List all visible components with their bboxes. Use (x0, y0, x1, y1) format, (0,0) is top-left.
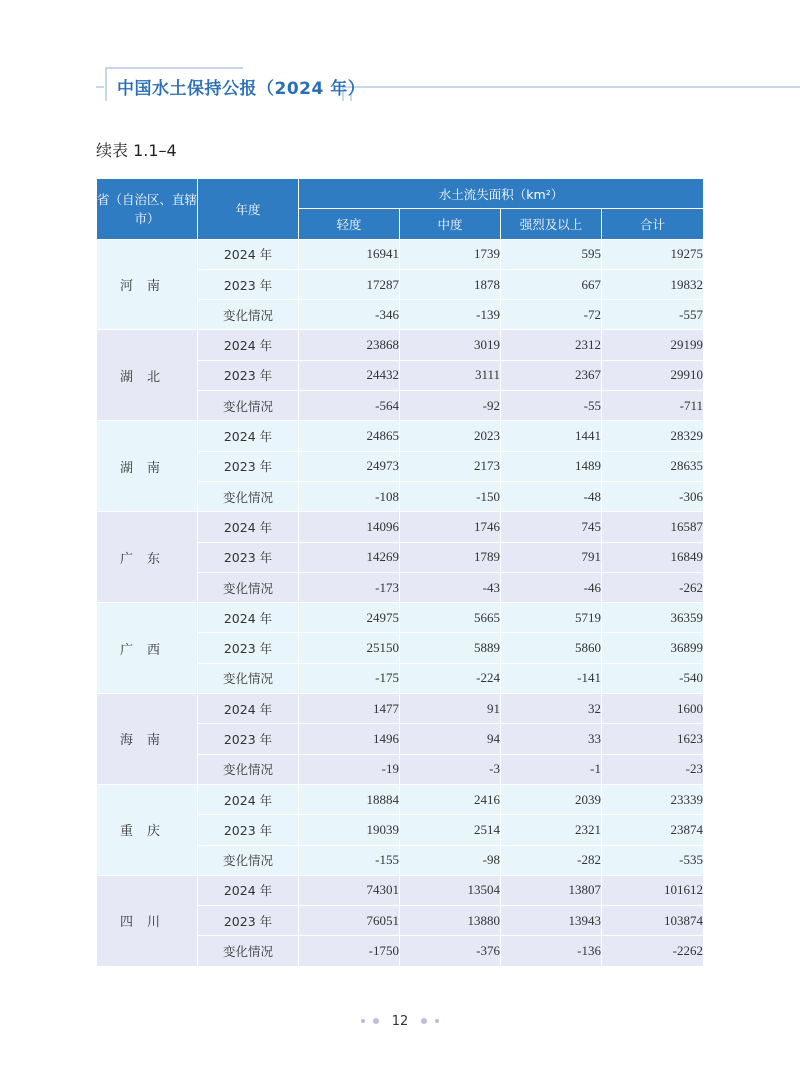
row-label: 变化情况 (198, 845, 299, 875)
cell-moderate: 1739 (400, 239, 501, 269)
cell-light: 24865 (299, 421, 400, 451)
cell-moderate: 1878 (400, 269, 501, 299)
cell-light: 1496 (299, 724, 400, 754)
cell-severe: -282 (501, 845, 602, 875)
header-severe: 强烈及以上 (501, 209, 602, 239)
cell-light: 25150 (299, 633, 400, 663)
cell-severe: -1 (501, 754, 602, 784)
row-label: 2023 年 (198, 360, 299, 390)
cell-total: -557 (602, 300, 704, 330)
cell-total: 28635 (602, 451, 704, 481)
cell-light: -346 (299, 300, 400, 330)
cell-total: 16849 (602, 542, 704, 572)
cell-total: 1600 (602, 694, 704, 724)
cell-total: -711 (602, 391, 704, 421)
row-label: 变化情况 (198, 572, 299, 602)
cell-moderate: -376 (400, 936, 501, 966)
cell-severe: 667 (501, 269, 602, 299)
cell-light: 76051 (299, 906, 400, 936)
table-row (97, 239, 704, 269)
cell-moderate: 3111 (400, 360, 501, 390)
cell-severe: 1441 (501, 421, 602, 451)
cell-moderate: -3 (400, 754, 501, 784)
row-label: 2024 年 (198, 421, 299, 451)
cell-total: 36899 (602, 633, 704, 663)
cell-moderate: -150 (400, 481, 501, 511)
table-body (97, 239, 704, 966)
cell-light: 1477 (299, 694, 400, 724)
cell-light: 23868 (299, 330, 400, 360)
cell-light: 24432 (299, 360, 400, 390)
cell-light: 14269 (299, 542, 400, 572)
cell-severe: 745 (501, 512, 602, 542)
cell-moderate: 5665 (400, 603, 501, 633)
header-region: 省（自治区、直辖市） (97, 179, 198, 240)
cell-moderate: -92 (400, 391, 501, 421)
row-label: 2024 年 (198, 512, 299, 542)
cell-severe: -48 (501, 481, 602, 511)
cell-severe: 33 (501, 724, 602, 754)
cell-light: -1750 (299, 936, 400, 966)
province-name: 四川 (97, 875, 198, 966)
table-row (97, 330, 704, 360)
cell-total: 19275 (602, 239, 704, 269)
table-row (97, 421, 704, 451)
cell-light: 74301 (299, 875, 400, 905)
cell-moderate: 13880 (400, 906, 501, 936)
cell-severe: 2367 (501, 360, 602, 390)
province-name: 河南 (97, 239, 198, 330)
header-erosion-area: 水土流失面积（km²） (299, 179, 704, 209)
row-label: 2023 年 (198, 815, 299, 845)
cell-light: 19039 (299, 815, 400, 845)
cell-total: -535 (602, 845, 704, 875)
cell-severe: 791 (501, 542, 602, 572)
row-label: 2023 年 (198, 724, 299, 754)
row-label: 2024 年 (198, 330, 299, 360)
cell-light: 14096 (299, 512, 400, 542)
footer-dot-icon (435, 1019, 439, 1023)
cell-light: 24975 (299, 603, 400, 633)
row-label: 变化情况 (198, 754, 299, 784)
cell-severe: 5719 (501, 603, 602, 633)
row-label: 2023 年 (198, 542, 299, 572)
table-row (97, 784, 704, 814)
bulletin-title: 中国水土保持公报（2024 年） (117, 79, 366, 99)
table-caption: 续表 1.1–4 (96, 141, 177, 160)
row-label: 2023 年 (198, 633, 299, 663)
cell-light: -108 (299, 481, 400, 511)
row-label: 变化情况 (198, 663, 299, 693)
row-label: 2023 年 (198, 906, 299, 936)
cell-severe: 1489 (501, 451, 602, 481)
cell-light: -155 (299, 845, 400, 875)
row-label: 2024 年 (198, 239, 299, 269)
row-label: 变化情况 (198, 300, 299, 330)
cell-moderate: -98 (400, 845, 501, 875)
cell-total: 103874 (602, 906, 704, 936)
cell-severe: -136 (501, 936, 602, 966)
row-label: 2023 年 (198, 451, 299, 481)
cell-severe: 2312 (501, 330, 602, 360)
page-header (0, 0, 800, 110)
cell-severe: 2039 (501, 784, 602, 814)
cell-total: 19832 (602, 269, 704, 299)
cell-severe: 5860 (501, 633, 602, 663)
cell-moderate: -43 (400, 572, 501, 602)
page-footer (0, 1010, 800, 1029)
cell-total: 1623 (602, 724, 704, 754)
header-total: 合计 (602, 209, 704, 239)
cell-total: 23339 (602, 784, 704, 814)
cell-severe: -55 (501, 391, 602, 421)
cell-moderate: 2173 (400, 451, 501, 481)
row-label: 2024 年 (198, 694, 299, 724)
cell-total: -540 (602, 663, 704, 693)
cell-total: -306 (602, 481, 704, 511)
cell-total: 29199 (602, 330, 704, 360)
cell-light: -175 (299, 663, 400, 693)
cell-light: 16941 (299, 239, 400, 269)
row-label: 变化情况 (198, 481, 299, 511)
row-label: 变化情况 (198, 391, 299, 421)
row-label: 2024 年 (198, 603, 299, 633)
cell-total: -23 (602, 754, 704, 784)
cell-total: 101612 (602, 875, 704, 905)
footer-dot-icon (373, 1018, 379, 1024)
cell-severe: -72 (501, 300, 602, 330)
cell-moderate: 2023 (400, 421, 501, 451)
province-name: 海南 (97, 694, 198, 785)
footer-dot-icon (361, 1019, 365, 1023)
cell-moderate: 1746 (400, 512, 501, 542)
province-name: 湖北 (97, 330, 198, 421)
cell-total: 29910 (602, 360, 704, 390)
row-label: 2024 年 (198, 875, 299, 905)
cell-total: -262 (602, 572, 704, 602)
cell-total: -2262 (602, 936, 704, 966)
cell-severe: 2321 (501, 815, 602, 845)
table-row (97, 694, 704, 724)
cell-light: -19 (299, 754, 400, 784)
cell-total: 23874 (602, 815, 704, 845)
cell-light: -173 (299, 572, 400, 602)
header-moderate: 中度 (400, 209, 501, 239)
footer-dot-icon (421, 1018, 427, 1024)
cell-light: 24973 (299, 451, 400, 481)
cell-moderate: -224 (400, 663, 501, 693)
cell-severe: -46 (501, 572, 602, 602)
cell-moderate: 5889 (400, 633, 501, 663)
cell-severe: 13943 (501, 906, 602, 936)
cell-moderate: 2416 (400, 784, 501, 814)
cell-severe: 595 (501, 239, 602, 269)
cell-severe: 32 (501, 694, 602, 724)
table-row (97, 512, 704, 542)
row-label: 2024 年 (198, 784, 299, 814)
row-label: 变化情况 (198, 936, 299, 966)
soil-erosion-table (96, 178, 704, 967)
row-label: 2023 年 (198, 269, 299, 299)
cell-light: -564 (299, 391, 400, 421)
cell-light: 17287 (299, 269, 400, 299)
page-number: 12 (391, 1014, 409, 1029)
cell-total: 28329 (602, 421, 704, 451)
cell-moderate: 1789 (400, 542, 501, 572)
province-name: 湖南 (97, 421, 198, 512)
table-row (97, 603, 704, 633)
cell-moderate: -139 (400, 300, 501, 330)
cell-total: 16587 (602, 512, 704, 542)
province-name: 重庆 (97, 784, 198, 875)
cell-severe: 13807 (501, 875, 602, 905)
cell-moderate: 2514 (400, 815, 501, 845)
province-name: 广东 (97, 512, 198, 603)
cell-moderate: 3019 (400, 330, 501, 360)
province-name: 广西 (97, 603, 198, 694)
cell-total: 36359 (602, 603, 704, 633)
header-light: 轻度 (299, 209, 400, 239)
cell-light: 18884 (299, 784, 400, 814)
cell-severe: -141 (501, 663, 602, 693)
cell-moderate: 13504 (400, 875, 501, 905)
cell-moderate: 91 (400, 694, 501, 724)
table-row (97, 875, 704, 905)
header-year: 年度 (198, 179, 299, 240)
cell-moderate: 94 (400, 724, 501, 754)
